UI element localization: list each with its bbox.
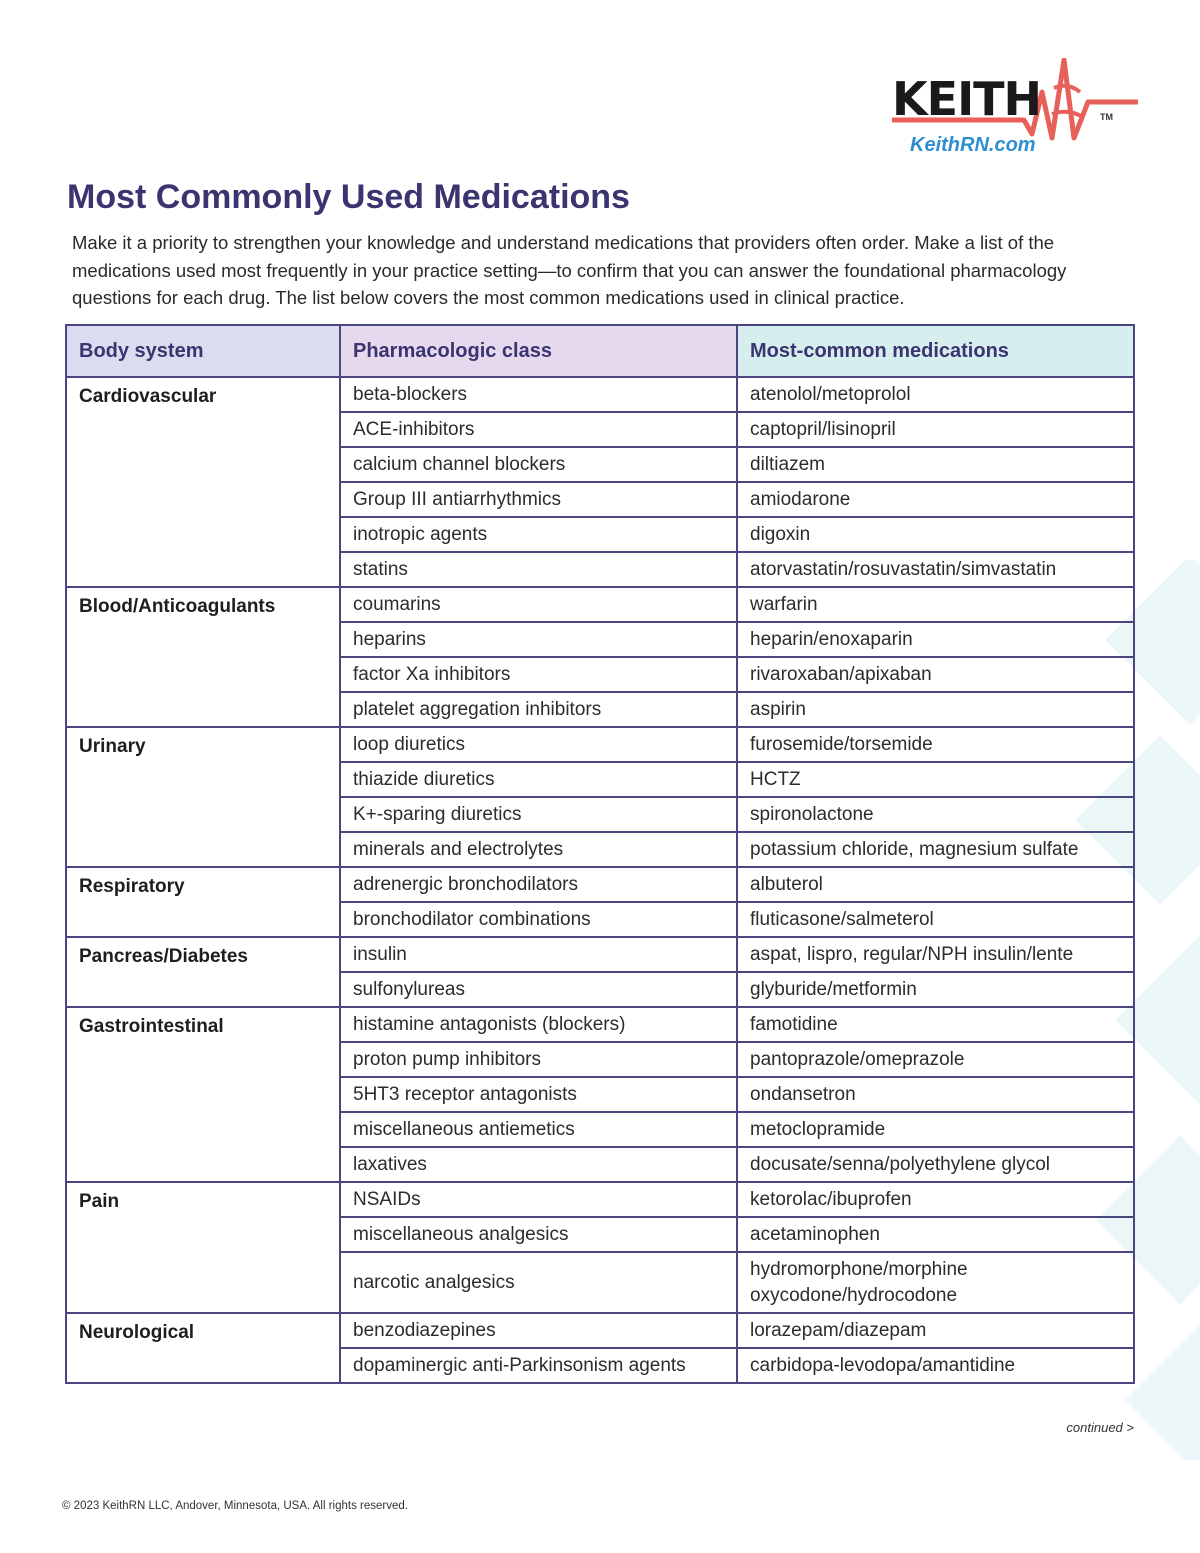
table-row xyxy=(66,1007,1134,1042)
medications-cell: atorvastatin/rosuvastatin/simvastatin xyxy=(737,552,1134,587)
body-system-cell: Urinary xyxy=(66,727,340,867)
medications-table xyxy=(65,324,1135,1384)
medications-cell: carbidopa-levodopa/amantidine xyxy=(737,1348,1134,1383)
medications-cell: aspat, lispro, regular/NPH insulin/lente xyxy=(737,937,1134,972)
body-system-cell: Pancreas/Diabetes xyxy=(66,937,340,1007)
pharmacologic-class-cell: thiazide diuretics xyxy=(340,762,737,797)
pharmacologic-class-cell: dopaminergic anti-Parkinsonism agents xyxy=(340,1348,737,1383)
pharmacologic-class-cell: laxatives xyxy=(340,1147,737,1182)
medications-cell: rivaroxaban/apixaban xyxy=(737,657,1134,692)
medications-cell: acetaminophen xyxy=(737,1217,1134,1252)
logo-wordmark: KEITH xyxy=(892,72,1042,126)
pharmacologic-class-cell: miscellaneous analgesics xyxy=(340,1217,737,1252)
body-system-cell: Neurological xyxy=(66,1313,340,1383)
medications-cell: HCTZ xyxy=(737,762,1134,797)
body-system-cell: Pain xyxy=(66,1182,340,1313)
pharmacologic-class-cell: adrenergic bronchodilators xyxy=(340,867,737,902)
table-row xyxy=(66,587,1134,622)
intro-paragraph: Make it a priority to strengthen your knowledge and understand medications that providers often order. Make a list of the medications used most frequently in your practice setting—to confirm that you can answer the foundational pharmacology questions for each drug. The list below covers the most common medications used in clinical practice. xyxy=(72,232,1067,308)
medication-line: oxycodone/hydrocodone xyxy=(750,1284,958,1306)
pharmacologic-class-cell: loop diuretics xyxy=(340,727,737,762)
pharmacologic-class-cell: 5HT3 receptor antagonists xyxy=(340,1077,737,1112)
pharmacologic-class-cell: K+-sparing diuretics xyxy=(340,797,737,832)
table-body xyxy=(66,377,1134,1383)
medications-cell: aspirin xyxy=(737,692,1134,727)
medications-cell: albuterol xyxy=(737,867,1134,902)
medications-cell: potassium chloride, magnesium sulfate xyxy=(737,832,1134,867)
medications-cell: fluticasone/salmeterol xyxy=(737,902,1134,937)
pharmacologic-class-cell: platelet aggregation inhibitors xyxy=(340,692,737,727)
medications-cell: amiodarone xyxy=(737,482,1134,517)
medications-cell: captopril/lisinopril xyxy=(737,412,1134,447)
medications-cell: docusate/senna/polyethylene glycol xyxy=(737,1147,1134,1182)
pharmacologic-class-cell: narcotic analgesics xyxy=(340,1252,737,1313)
pharmacologic-class-cell: calcium channel blockers xyxy=(340,447,737,482)
logo-url[interactable]: KeithRN.com xyxy=(910,134,1036,156)
pharmacologic-class-cell: coumarins xyxy=(340,587,737,622)
header-pharmacologic-class: Pharmacologic class xyxy=(340,325,737,377)
header-most-common-medications: Most-common medications xyxy=(737,325,1134,377)
table-row xyxy=(66,1313,1134,1348)
pharmacologic-class-cell: heparins xyxy=(340,622,737,657)
header-body-system: Body system xyxy=(66,325,340,377)
pharmacologic-class-cell: bronchodilator combinations xyxy=(340,902,737,937)
table-row xyxy=(66,377,1134,412)
medications-cell: metoclopramide xyxy=(737,1112,1134,1147)
pharmacologic-class-cell: benzodiazepines xyxy=(340,1313,737,1348)
pharmacologic-class-cell: beta-blockers xyxy=(340,377,737,412)
pharmacologic-class-cell: Group III antiarrhythmics xyxy=(340,482,737,517)
medication-line: hydromorphone/morphine xyxy=(750,1258,968,1280)
keithrn-logo xyxy=(892,58,1142,162)
medications-cell: pantoprazole/omeprazole xyxy=(737,1042,1134,1077)
medications-cell: diltiazem xyxy=(737,447,1134,482)
body-system-cell: Cardiovascular xyxy=(66,377,340,587)
pharmacologic-class-cell: ACE-inhibitors xyxy=(340,412,737,447)
pharmacologic-class-cell: inotropic agents xyxy=(340,517,737,552)
pharmacologic-class-cell: proton pump inhibitors xyxy=(340,1042,737,1077)
medications-cell: spironolactone xyxy=(737,797,1134,832)
pharmacologic-class-cell: miscellaneous antiemetics xyxy=(340,1112,737,1147)
continued-note: continued > xyxy=(1066,1420,1134,1435)
medications-cell: heparin/enoxaparin xyxy=(737,622,1134,657)
medications-cell: lorazepam/diazepam xyxy=(737,1313,1134,1348)
medications-cell: digoxin xyxy=(737,517,1134,552)
copyright-footer: © 2023 KeithRN LLC, Andover, Minnesota, USA. All rights reserved. xyxy=(62,1500,408,1512)
pharmacologic-class-cell: sulfonylureas xyxy=(340,972,737,1007)
pharmacologic-class-cell: histamine antagonists (blockers) xyxy=(340,1007,737,1042)
medications-cell: ketorolac/ibuprofen xyxy=(737,1182,1134,1217)
medications-cell xyxy=(737,1252,1134,1313)
pharmacologic-class-cell: NSAIDs xyxy=(340,1182,737,1217)
medications-cell: warfarin xyxy=(737,587,1134,622)
pharmacologic-class-cell: statins xyxy=(340,552,737,587)
table-row xyxy=(66,937,1134,972)
table-row xyxy=(66,1182,1134,1217)
pharmacologic-class-cell: minerals and electrolytes xyxy=(340,832,737,867)
body-system-cell: Gastrointestinal xyxy=(66,1007,340,1182)
pharmacologic-class-cell: factor Xa inhibitors xyxy=(340,657,737,692)
page-title: Most Commonly Used Medications xyxy=(67,178,630,216)
table-row xyxy=(66,727,1134,762)
body-system-cell: Blood/Anticoagulants xyxy=(66,587,340,727)
table-row xyxy=(66,867,1134,902)
medications-cell: glyburide/metformin xyxy=(737,972,1134,1007)
logo-trademark: TM xyxy=(1100,112,1113,122)
table-header-row xyxy=(66,325,1134,377)
medications-cell: ondansetron xyxy=(737,1077,1134,1112)
pharmacologic-class-cell: insulin xyxy=(340,937,737,972)
body-system-cell: Respiratory xyxy=(66,867,340,937)
medications-cell: furosemide/torsemide xyxy=(737,727,1134,762)
medications-cell: famotidine xyxy=(737,1007,1134,1042)
medications-cell: atenolol/metoprolol xyxy=(737,377,1134,412)
